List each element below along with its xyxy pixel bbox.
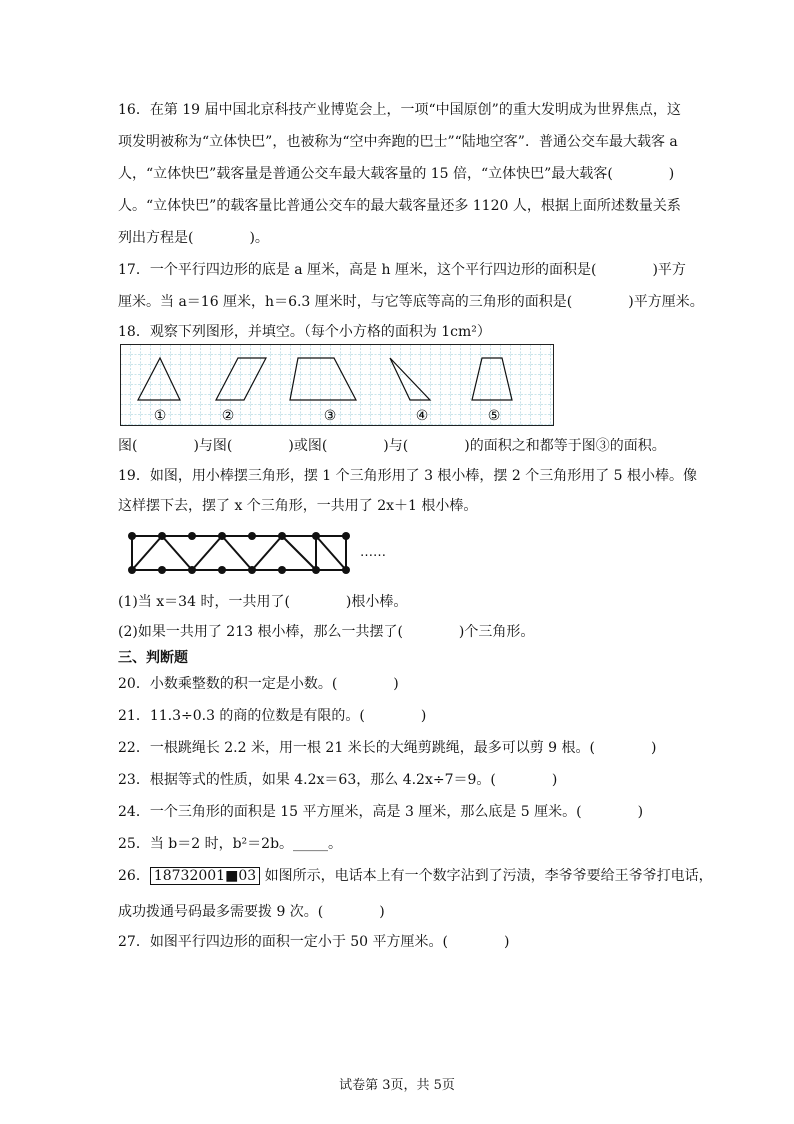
q26-line1 [118,866,713,886]
q17-line1: 17．一个平行四边形的底是 a 厘米，高是 h 厘米，这个平行四边形的面积是( )平方 [118,262,686,278]
q24: 24．一个三角形的面积是 15 平方厘米，高是 3 厘米，那么底是 5 厘米。( ) [118,804,644,820]
q17-line2: 厘米。当 a＝16 厘米，h＝6.3 厘米时，与它等底等高的三角形的面积是( )平方厘米。 [118,294,704,310]
shape-label-5: ⑤ [487,408,501,424]
q25: 25．当 b＝2 时，b²＝2b。_____。 [118,836,343,852]
q18-fill: 图( )与图( )或图( )与( )的面积之和都等于图③的面积。 [118,438,666,454]
q19-line2: 这样摆下去，摆了 x 个三角形，一共用了 2x＋1 根小棒。 [118,498,478,514]
sticks-ellipsis: …… [360,545,386,560]
q16-line4: 人。“立体快巴”的载客量比普通公交车的最大载客量还多 1120 人，根据上面所述数量关系 [118,198,681,214]
q16-line5: 列出方程是( )。 [118,230,269,246]
q16-line1: 16．在第 19 届中国北京科技产业博览会上，一项“中国原创”的重大发明成为世界焦点，这 [118,102,681,118]
q19-line1: 19．如图，用小棒摆三角形，摆 1 个三角形用了 3 根小棒，摆 2 个三角形用了 5 根小棒。像 [118,468,698,484]
q20: 20．小数乘整数的积一定是小数。( ) [118,676,399,692]
q27: 27．如图平行四边形的面积一定小于 50 平方厘米。( ) [118,934,510,950]
q16-line3: 人，“立体快巴”载客量是普通公交车最大载客量的 15 倍，“立体快巴”最大载客( ) [118,166,675,182]
q19-sub2: (2)如果一共用了 213 根小棒，那么一共摆了( )个三角形。 [118,624,535,640]
q26-number: 26． [118,868,150,884]
q22: 22．一根跳绳长 2.2 米，用一根 21 米长的大绳剪跳绳，最多可以剪 9 根。( ) [118,740,657,756]
q19-sub1: (1)当 x＝34 时，一共用了( )根小棒。 [118,594,408,610]
q26-text: 如图所示，电话本上有一个数字沾到了污渍，李爷爷要给王爷爷打电话， [264,868,713,884]
q18-text: 18．观察下列图形，并填空。（每个小方格的面积为 1cm²） [118,324,491,340]
q19-sticks-figure [124,530,414,576]
q26-line2: 成功拨通号码最多需要拨 9 次。( ) [118,904,385,920]
shape-label-1: ① [153,408,167,424]
phone-number-box: 18732001■03 [150,867,260,885]
q21: 21．11.3÷0.3 的商的位数是有限的。( ) [118,708,427,724]
q23: 23．根据等式的性质，如果 4.2x＝63，那么 4.2x÷7＝9。( ) [118,772,558,788]
shape-label-2: ② [221,408,235,424]
q16-line2: 项发明被称为“立体快巴”，也被称为“空中奔跑的巴士”“陆地空客”．普通公交车最大载客 a [118,134,678,150]
shape-label-3: ③ [323,408,337,424]
q18-grid-figure [120,344,554,426]
page-footer: 试卷第 3页，共 5页 [339,1078,455,1093]
section-3-title: 三、判断题 [118,650,188,666]
shape-label-4: ④ [415,408,429,424]
